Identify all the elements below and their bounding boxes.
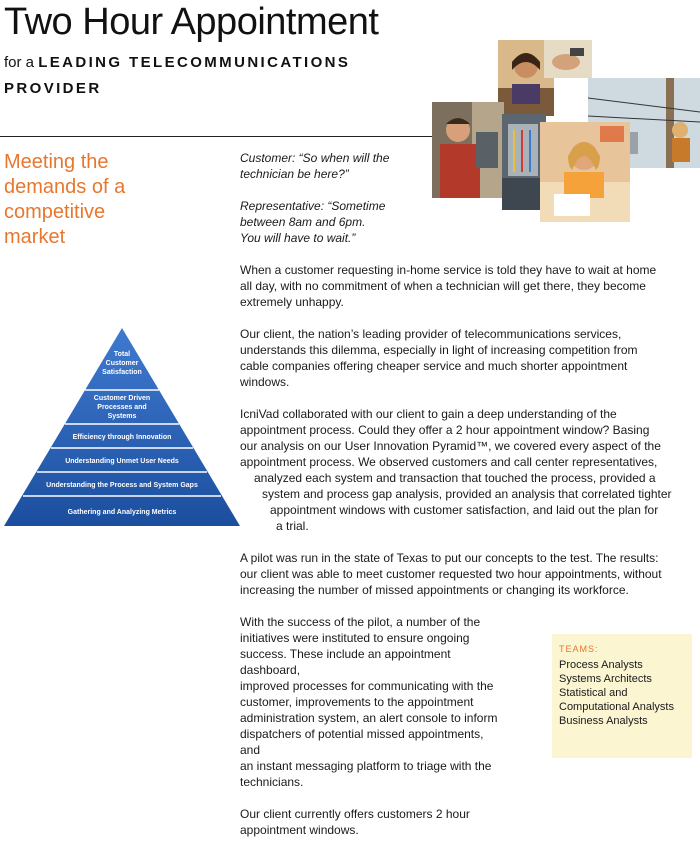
text-line: appointment windows with customer satisfaction, and laid out the plan for xyxy=(270,503,659,517)
paragraph-1 xyxy=(240,262,692,310)
subtitle-line1: LEADING TELECOMMUNICATIONS xyxy=(38,54,351,71)
text-line: a trial. xyxy=(276,519,309,533)
text-line: dispatchers of potential missed appointments, and xyxy=(240,727,484,757)
text-line: between 8am and 6pm. xyxy=(240,215,366,229)
page-title: Two Hour Appointment xyxy=(4,1,379,43)
paragraph-2 xyxy=(240,326,692,390)
pyramid-level-2: Customer Driven Processes and Systems xyxy=(93,395,151,420)
text-line: When a customer requesting in-home service is told they have to wait at home xyxy=(240,263,657,277)
photo-technician-box xyxy=(432,102,504,198)
page-subtitle xyxy=(4,50,404,102)
text-line: Representative: “Sometime xyxy=(240,199,386,213)
pyramid-level-5: Understanding the Process and System Gaps xyxy=(46,482,198,489)
photo-woman-calendar xyxy=(540,122,630,222)
text-line: an instant messaging platform to triage with the xyxy=(240,759,492,773)
text-line: You will have to wait.” xyxy=(240,231,356,245)
paragraph-5 xyxy=(240,614,500,790)
text-line: IcniVad collaborated with our client to gain a deep understanding of the xyxy=(240,407,617,421)
text-line: our analysis on our User Innovation Pyramid™, we covered every aspect of the xyxy=(240,439,661,453)
team-item: Systems Architects xyxy=(559,673,652,685)
text-line: windows. xyxy=(240,375,290,389)
paragraph-6 xyxy=(240,806,500,838)
heading-line: demands of a xyxy=(4,176,126,198)
team-item: Statistical and xyxy=(559,687,628,699)
pyramid-level-6: Gathering and Analyzing Metrics xyxy=(67,509,177,516)
text-line: success. These include an appointment dashboard, xyxy=(240,647,451,677)
team-item: Business Analysts xyxy=(559,715,648,727)
text-line: A pilot was run in the state of Texas to put our concepts to the test. The results: xyxy=(240,551,659,565)
text-line: Our client currently offers customers 2 hour xyxy=(240,807,470,821)
text-line: initiatives were instituted to ensure ongoing xyxy=(240,631,470,645)
text-line: understands this dilemma, especially in light of increasing competition from xyxy=(240,343,638,357)
text-line: extremely unhappy. xyxy=(240,295,344,309)
team-item: Process Analysts xyxy=(559,659,643,671)
text-line: all day, with no commitment of when a technician will get there, they become xyxy=(240,279,646,293)
pyramid-level-4: Understanding Unmet User Needs xyxy=(65,458,179,465)
heading-line: competitive xyxy=(4,201,106,223)
teams-box xyxy=(552,634,692,758)
text-line: Customer: “So when will the xyxy=(240,151,390,165)
text-line: customer, improvements to the appointment xyxy=(240,695,474,709)
representative-quote xyxy=(240,198,440,246)
text-line: analyzed each system and transaction that touched the process, provided a xyxy=(254,471,656,485)
text-line: With the success of the pilot, a number of the xyxy=(240,615,481,629)
subtitle-for: for a xyxy=(4,54,35,71)
text-line: appointment windows. xyxy=(240,823,359,837)
text-line: technicians. xyxy=(240,775,304,789)
photo-collage xyxy=(432,40,700,222)
user-innovation-pyramid xyxy=(4,328,240,526)
body-text xyxy=(240,262,692,854)
text-line: administration system, an alert console to inform xyxy=(240,711,498,725)
photo-hands-phone xyxy=(544,40,592,78)
text-line: technician be here?” xyxy=(240,167,349,181)
pyramid-level-1: Total Customer Satisfaction xyxy=(102,351,142,376)
dialog-quotes xyxy=(240,150,440,262)
teams-label: TEAMS: xyxy=(559,644,599,654)
text-line: cable companies offering cheaper service and much shorter appointment xyxy=(240,359,628,373)
text-line: our client was able to meet customer requested two hour appointments, without xyxy=(240,567,662,581)
customer-quote xyxy=(240,150,440,182)
text-line: appointment process. We observed customers and call center representatives, xyxy=(240,455,658,469)
section-heading xyxy=(4,150,204,250)
paragraph-3 xyxy=(240,406,692,534)
text-line: improved processes for communicating with the xyxy=(240,679,494,693)
team-item: Computational Analysts xyxy=(559,701,674,713)
pyramid-level-3: Efficiency through Innovation xyxy=(72,434,172,441)
paragraph-4 xyxy=(240,550,692,598)
heading-line: Meeting the xyxy=(4,151,109,173)
text-line: Our client, the nation’s leading provider of telecommunications services, xyxy=(240,327,622,341)
subtitle-line2: PROVIDER xyxy=(4,80,102,97)
text-line: system and process gap analysis, provided an analysis that correlated tighter xyxy=(262,487,672,501)
heading-line: market xyxy=(4,226,66,248)
text-line: appointment process. Could they offer a 2 hour appointment window? Basing xyxy=(240,423,650,437)
text-line: increasing the number of missed appointments or changing its workforce. xyxy=(240,583,629,597)
